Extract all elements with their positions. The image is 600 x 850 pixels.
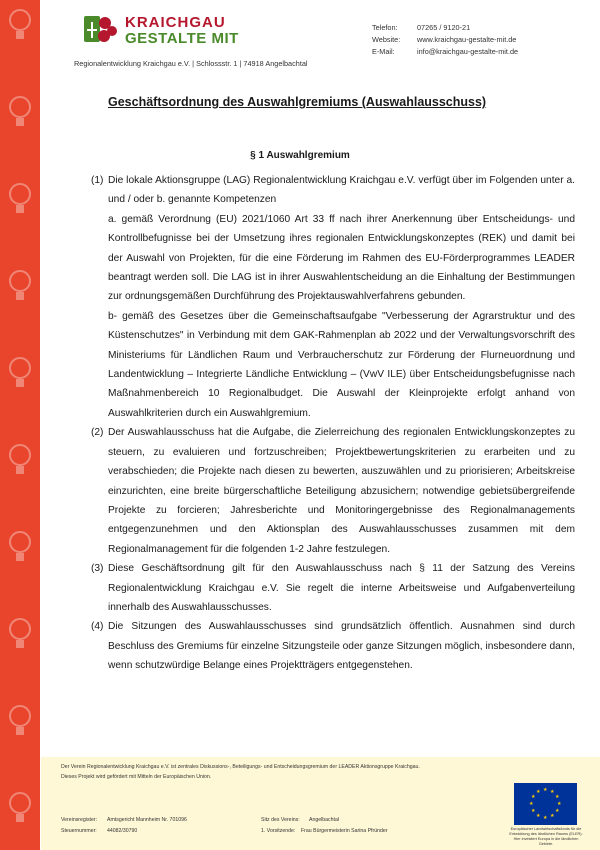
document-title: Geschäftsordnung des Auswahlgremiums (Auswahlausschuss) xyxy=(108,95,487,109)
section-title: § 1 Auswahlgremium xyxy=(250,150,350,161)
chair-label: 1. Vorsitzende: xyxy=(261,828,296,834)
paragraph-number: (1) xyxy=(91,175,104,186)
paragraph-text: Die Sitzungen des Auswahlausschusses sind grundsätzlich öffentlich. Ausnahmen sind durch Beschluss des Gremiums für einzelne Sitzungsteile oder ganze Sitzungen möglich, insbesondere dann, wenn schutzwürdige Belange eines Projektträgers entgegenstehen. xyxy=(108,621,575,672)
paragraph-text: a. gemäß Verordnung (EU) 2021/1060 Art 33 ff nach ihrer Anerkennung über Entscheidungs- und Kontrollbefugnisse bei der Umsetzung ihres regionalen Entwicklungskonzeptes (REK) und damit bei der Auswahl von Projekten, für die eine Förderung im Rahmen des EU-Förderprogrammes LEADER beantragt werden soll. Die LAG ist in ihrer Auswahlentscheidung an die Einhaltung der Bestimmungen zur ordnungsgemäßen Durchführung des Projektauswahlverfahrens gebunden. xyxy=(108,213,575,303)
chair-value: Frau Bürgermeisterin Sarina Pfründer xyxy=(301,828,388,834)
contact-label: Website: xyxy=(372,35,401,44)
lightbulb-icon xyxy=(7,704,33,738)
lightbulb-icon xyxy=(7,791,33,825)
paragraph xyxy=(91,307,575,423)
paragraph-text: Die lokale Aktionsgruppe (LAG) Regionalentwicklung Kraichgau e.V. verfügt über im Folgenden unter a. und / oder b. genannte Kompetenzen xyxy=(108,175,575,206)
tax-value: 44082/30790 xyxy=(107,828,138,834)
logo-text-kraichgau: KRAICHGAU xyxy=(125,14,226,31)
paragraph-number: (3) xyxy=(91,563,104,575)
decorative-sidebar xyxy=(0,0,40,850)
contact-value[interactable]: info@kraichgau-gestalte-mit.de xyxy=(417,47,519,56)
contact-block xyxy=(372,23,518,59)
seat-label: Sitz des Vereins: xyxy=(261,817,300,823)
contact-value[interactable]: www.kraichgau-gestalte-mit.de xyxy=(417,35,517,44)
eu-funding-caption: Europäischer Landwirtschaftsfonds für die Entwicklung des ländlichen Raums (ELER): Hier investiert Europa in die ländlichen Gebiete. xyxy=(509,827,583,846)
eu-flag-icon: ★ ★ ★ ★ ★ ★ ★ ★ ★ ★ ★ ★ xyxy=(514,783,577,825)
paragraph-number: (4) xyxy=(91,621,104,633)
contact-phone xyxy=(372,23,518,35)
paragraph-text: b- gemäß des Gesetzes über die Gemeinschaftsaufgabe "Verbesserung der Agrarstruktur und des Küstenschutzes" in Verbindung mit dem GAK-Rahmenplan ab 2022 und der Verwaltungsvorschrift des Ministeriums für Ländlichen Raum und Verbraucherschutz zur Förderung der Flurneuordnung und Landentwicklung – Integrierte Ländliche Entwicklung – (VwV ILE) über Entscheidungsbefugnisse nach Maßnahmenbereich 10 Regionalbudget. Die Auswahl der Kleinprojekte erfolgt anhand von Auswahlkriterien durch ein Auswahlgremium. xyxy=(108,310,575,419)
footer-line: Dieses Projekt wird gefördert mit Mitteln der Europäischen Union. xyxy=(61,774,212,780)
sender-address: Regionalentwicklung Kraichgau e.V. | Schlossstr. 1 | 74918 Angelbachtal xyxy=(74,59,308,68)
paragraph xyxy=(91,210,575,307)
paragraph xyxy=(91,423,575,559)
lightbulb-icon xyxy=(7,530,33,564)
document-body xyxy=(91,171,575,676)
lightbulb-icon xyxy=(7,356,33,390)
lightbulb-icon xyxy=(7,617,33,651)
tax-label: Steuernummer: xyxy=(61,828,97,834)
logo-text-gestalte-mit: GESTALTE MIT xyxy=(125,30,239,47)
register-label: Vereinsregister: xyxy=(61,817,98,823)
lightbulb-icon xyxy=(7,182,33,216)
paragraph-text: Der Auswahlausschuss hat die Aufgabe, die Zielerreichung des regionalen Entwicklungskonzeptes zu steuern, zu evaluieren und fortzuschreiben; Projektbewertungskriterien zu erarbeiten und zu verabschieden; die Projekte nach diesen zu bewerten, auszuwählen und zu priorisieren; Arbeitskreise einzurichten, eine breite bürgerschaftliche Beteiligung abzusichern; notwendige gebietsübergreifende Projekte zu forcieren; Jahresberichte und Monitoringergebnisse des Regionalmanagements entgegenzunehmen und den Aktionsplan des Auswahlausschusses zusammen mit dem Regionalmanagement für die folgenden 1-2 Jahre festzulegen. xyxy=(108,427,575,555)
contact-value: 07265 / 9120-21 xyxy=(417,23,471,32)
page-footer xyxy=(41,757,600,850)
paragraph-number: (2) xyxy=(91,427,104,439)
lightbulb-icon xyxy=(7,443,33,477)
logo-mark-icon xyxy=(84,14,118,46)
paragraph xyxy=(91,617,575,675)
contact-website xyxy=(372,35,518,47)
seat-value: Angelbachtal xyxy=(309,817,339,823)
paragraph-text: Diese Geschäftsordnung gilt für den Auswahlausschuss nach § 11 der Satzung des Vereins Regionalentwicklung Kraichgau e.V. Sie regelt die interne Arbeitsweise und Aufgabenverteilung innerhalb des Auswahlausschusses. xyxy=(108,563,575,613)
paragraph xyxy=(91,171,575,210)
lightbulb-icon xyxy=(7,95,33,129)
paragraph xyxy=(91,559,575,617)
logo xyxy=(84,14,284,48)
contact-email xyxy=(372,47,518,59)
contact-label: E-Mail: xyxy=(372,47,395,56)
lightbulb-icon xyxy=(7,8,33,42)
register-value: Amtsgericht Mannheim Nr. 701096 xyxy=(107,817,187,823)
footer-line: Der Verein Regionalentwicklung Kraichgau e.V. ist zentrales Diskussions-, Beteiligungs- und Entscheidungsgremium der LEADER Aktionsgruppe Kraichgau. xyxy=(61,764,420,770)
contact-label: Telefon: xyxy=(372,23,398,32)
lightbulb-icon xyxy=(7,269,33,303)
